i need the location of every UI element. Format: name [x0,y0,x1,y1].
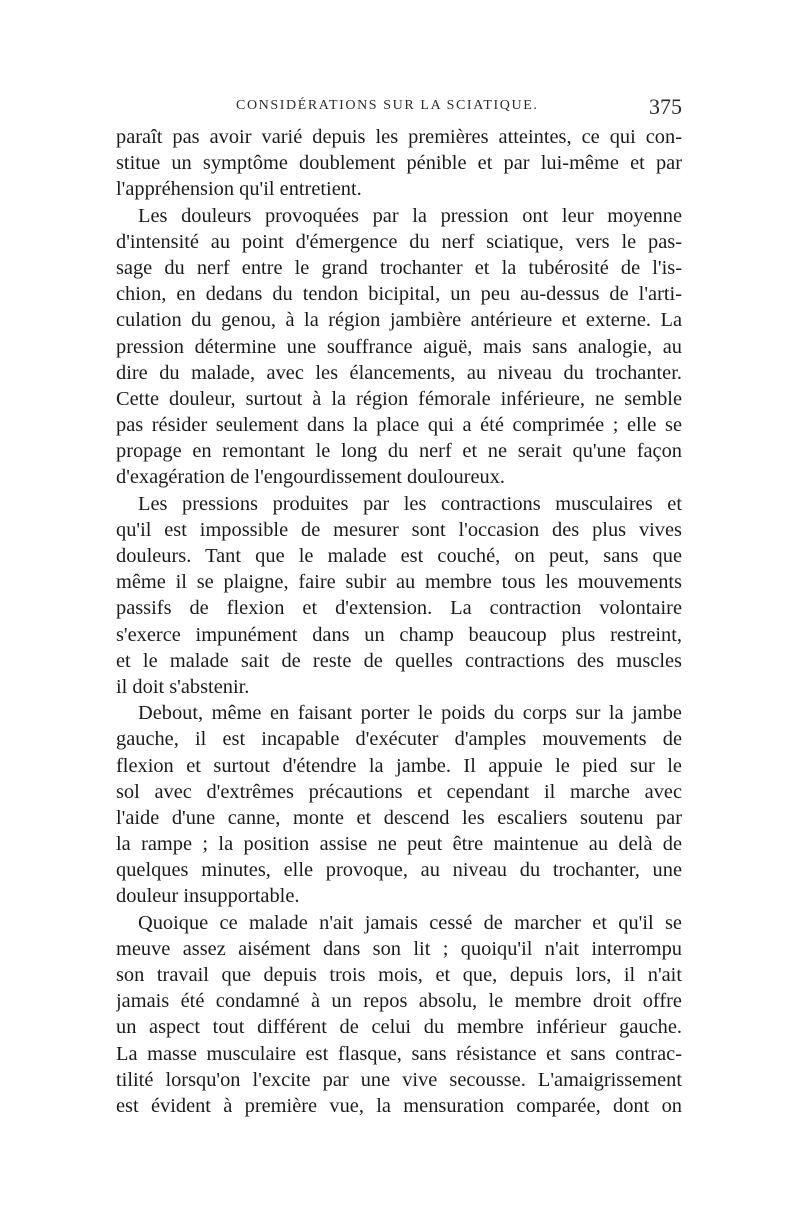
text-line: il doit s'abstenir. [116,675,250,698]
text-line: Debout, même en faisant porter le poids du corps sur la jambe [138,702,682,725]
text-line: Les douleurs provoquées par la pression ont leur moyenne [138,204,682,227]
text-line: la rampe ; la position assise ne peut être maintenue au delà de [116,833,682,856]
text-line: dire du malade, avec les élancements, au niveau du trochanter. [116,361,682,384]
text-line: propage en remontant le long du nerf et ne serait qu'une façon [116,440,682,463]
text-line: pression détermine une souffrance aiguë, mais sans analogie, au [116,335,682,358]
text-line: l'aide d'une canne, monte et descend les escaliers soutenu par [116,806,682,829]
text-line: est évident à première vue, la mensuration comparée, dont on [116,1094,682,1117]
text-line: culation du genou, à la région jambière antérieure et externe. La [116,309,682,332]
text-line: tilité lorsqu'on l'excite par une vive secousse. L'amaigrissement [116,1068,682,1091]
running-title: CONSIDÉRATIONS SUR LA SCIATIQUE. [236,98,539,113]
text-line: quelques minutes, elle provoque, au niveau du trochanter, une [116,859,682,882]
text-line: son travail que depuis trois mois, et que, depuis lors, il n'ait [116,964,682,986]
text-line: La masse musculaire est flasque, sans résistance et sans contrac- [116,1042,682,1065]
text-line: paraît pas avoir varié depuis les premières atteintes, ce qui con- [116,126,682,148]
text-line: chion, en dedans du tendon bicipital, un peu au-dessus de l'arti- [116,283,682,306]
text-line: pas résider seulement dans la place qui a été comprimée ; elle se [116,414,682,437]
text-line: gauche, il est incapable d'exécuter d'amples mouvements de [116,728,682,751]
text-line: passifs de flexion et d'extension. La contraction volontaire [116,597,682,620]
text-line: flexion et surtout d'étendre la jambe. Il appuie le pied sur le [116,754,682,777]
body-text [116,124,682,1119]
text-line: Cette douleur, surtout à la région fémorale inférieure, ne semble [116,387,682,410]
text-line: un aspect tout différent de celui du membre inférieur gauche. [116,1016,682,1039]
text-line: douleurs. Tant que le malade est couché, on peut, sans que [116,545,682,567]
text-line: même il se plaigne, faire subir au membre tous les mouvements [116,571,682,594]
text-line: Quoique ce malade n'ait jamais cessé de marcher et qu'il se [138,911,682,934]
text-line: stitue un symptôme doublement pénible et par lui-même et par [116,152,682,175]
text-line: jamais été condamné à un repos absolu, le membre droit offre [116,990,682,1013]
text-line: d'intensité au point d'émergence du nerf sciatique, vers le pas- [116,230,682,253]
text-line: et le malade sait de reste de quelles contractions des muscles [116,649,682,672]
text-line: sol avec d'extrêmes précautions et cependant il marche avec [116,780,682,803]
text-line: douleur insupportable. [116,885,300,908]
text-line: l'appréhension qu'il entretient. [116,178,362,201]
text-line: qu'il est impossible de mesurer sont l'occasion des plus vives [116,518,682,541]
text-line: d'exagération de l'engourdissement douloureux. [116,466,505,489]
page-number: 375 [649,94,682,119]
running-head [116,94,682,118]
text-line: s'exerce impunément dans un champ beaucoup plus restreint, [116,623,682,646]
text-line: meuve assez aisément dans son lit ; quoiqu'il n'ait interrompu [116,937,682,960]
text-line: Les pressions produites par les contractions musculaires et [138,492,682,515]
text-line: sage du nerf entre le grand trochanter et la tubérosité de l'is- [116,256,682,279]
